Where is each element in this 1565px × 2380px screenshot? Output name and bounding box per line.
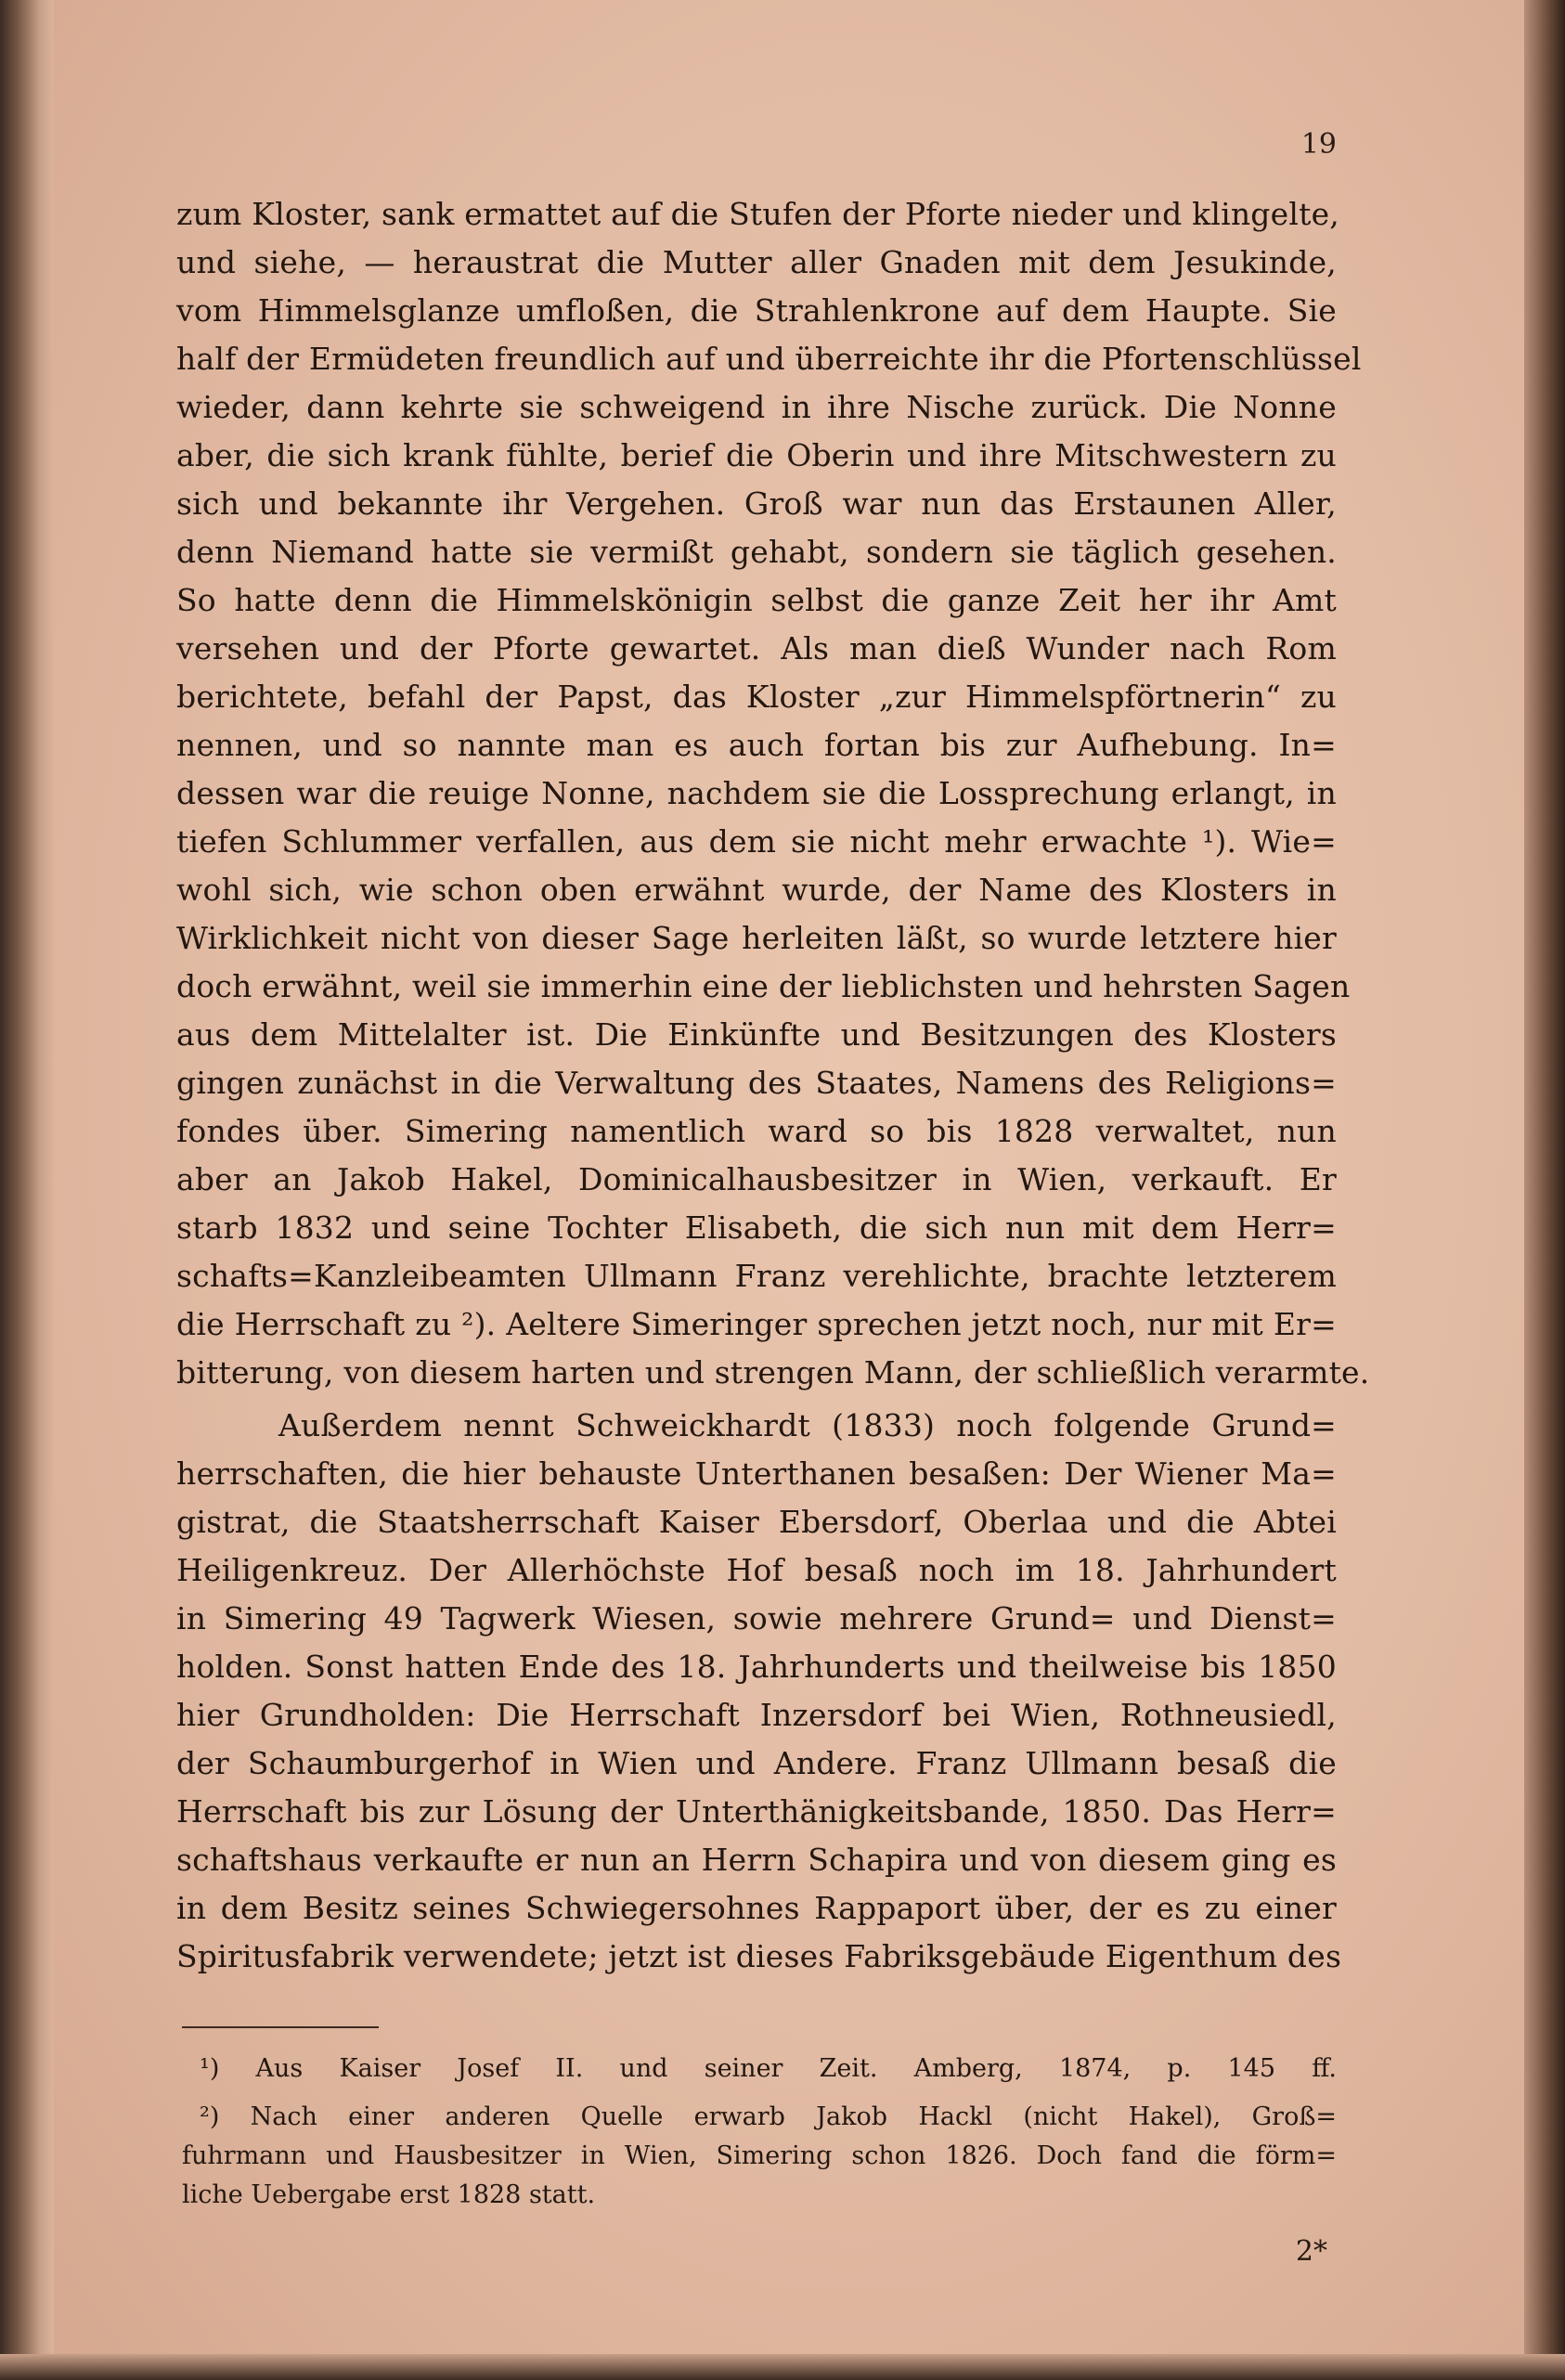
- text-line: gistrat, die Staatsherrschaft Kaiser Ebersdorf, Oberlaa und die Abtei: [176, 1504, 1337, 1540]
- text-line: zum Kloster, sank ermattet auf die Stufen der Pforte nieder und klingelte,: [176, 196, 1339, 232]
- signature-mark: 2*: [1295, 2235, 1327, 2268]
- text-line-paragraph-start: Außerdem nennt Schweickhardt (1833) noch folgende Grund=: [278, 1407, 1337, 1443]
- text-line: half der Ermüdeten freundlich auf und überreichte ihr die Pfortenschlüssel: [176, 341, 1362, 377]
- page-right-edge: [1524, 0, 1565, 2380]
- text-line: schaftshaus verkaufte er nun an Herrn Schapira und von diesem ging es: [176, 1842, 1337, 1878]
- text-line: und siehe, — heraustrat die Mutter aller Gnaden mit dem Jesukinde,: [176, 244, 1337, 280]
- text-line: Wirklichkeit nicht von dieser Sage herleiten läßt, so wurde letztere hier: [176, 920, 1337, 956]
- book-spine: [0, 0, 54, 2380]
- text-line: herrschaften, die hier behauste Unterthanen besaßen: Der Wiener Ma=: [176, 1455, 1337, 1492]
- footnote-2-cont: fuhrmann und Hausbesitzer in Wien, Simering schon 1826. Doch fand die förm=: [182, 2141, 1337, 2170]
- text-line: starb 1832 und seine Tochter Elisabeth, die sich nun mit dem Herr=: [176, 1209, 1337, 1246]
- text-line: der Schaumburgerhof in Wien und Andere. Franz Ullmann besaß die: [176, 1745, 1337, 1781]
- text-line: nennen, und so nannte man es auch fortan bis zur Aufhebung. In=: [176, 727, 1337, 763]
- text-line: bitterung, von diesem harten und strengen Mann, der schließlich verarmte.: [176, 1354, 1370, 1390]
- text-line: fondes über. Simering namentlich ward so bis 1828 verwaltet, nun: [176, 1113, 1337, 1149]
- footnote-1: ¹) Aus Kaiser Josef II. und seiner Zeit. Amberg, 1874, p. 145 ff.: [200, 2054, 1337, 2083]
- footnote-separator: [182, 2026, 379, 2028]
- text-line: aus dem Mittelalter ist. Die Einkünfte und Besitzungen des Klosters: [176, 1016, 1337, 1053]
- text-line: sich und bekannte ihr Vergehen. Groß war nun das Erstaunen Aller,: [176, 485, 1337, 522]
- text-line: denn Niemand hatte sie vermißt gehabt, sondern sie täglich gesehen.: [176, 534, 1337, 570]
- text-line: wohl sich, wie schon oben erwähnt wurde, der Name des Klosters in: [176, 872, 1337, 908]
- text-line: schafts=Kanzleibeamten Ullmann Franz verehlichte, brachte letzterem: [176, 1258, 1337, 1294]
- text-line: versehen und der Pforte gewartet. Als man dieß Wunder nach Rom: [176, 630, 1337, 666]
- text-line: Herrschaft bis zur Lösung der Unterthänigkeitsbande, 1850. Das Herr=: [176, 1793, 1337, 1830]
- text-line: holden. Sonst hatten Ende des 18. Jahrhunderts und theilweise bis 1850: [176, 1649, 1337, 1685]
- text-line: aber, die sich krank fühlte, berief die Oberin und ihre Mitschwestern zu: [176, 437, 1337, 473]
- text-line: in Simering 49 Tagwerk Wiesen, sowie mehrere Grund= und Dienst=: [176, 1600, 1337, 1636]
- text-line: doch erwähnt, weil sie immerhin eine der lieblichsten und hehrsten Sagen: [176, 968, 1351, 1004]
- text-line: hier Grundholden: Die Herrschaft Inzersdorf bei Wien, Rothneusiedl,: [176, 1697, 1337, 1733]
- text-line: aber an Jakob Hakel, Dominicalhausbesitzer in Wien, verkauft. Er: [176, 1161, 1337, 1197]
- text-line: berichtete, befahl der Papst, das Kloster „zur Himmelspförtnerin“ zu: [176, 679, 1337, 715]
- page-number: 19: [1300, 128, 1337, 161]
- text-line: in dem Besitz seines Schwiegersohnes Rappaport über, der es zu einer: [176, 1890, 1337, 1926]
- footnote-2: ²) Nach einer anderen Quelle erwarb Jakob Hackl (nicht Hakel), Groß=: [200, 2102, 1337, 2131]
- text-line: die Herrschaft zu ²). Aeltere Simeringer sprechen jetzt noch, nur mit Er=: [176, 1306, 1337, 1342]
- text-line: Spiritusfabrik verwendete; jetzt ist dieses Fabriksgebäude Eigenthum des: [176, 1938, 1342, 1974]
- page-bottom-edge: [0, 2354, 1565, 2380]
- footnote-2-end: liche Uebergabe erst 1828 statt.: [182, 2180, 596, 2209]
- text-line: Heiligenkreuz. Der Allerhöchste Hof besaß noch im 18. Jahrhundert: [176, 1552, 1337, 1588]
- text-line: wieder, dann kehrte sie schweigend in ihre Nische zurück. Die Nonne: [176, 389, 1337, 425]
- text-line: vom Himmelsglanze umfloßen, die Strahlenkrone auf dem Haupte. Sie: [176, 292, 1337, 329]
- text-line: tiefen Schlummer verfallen, aus dem sie nicht mehr erwachte ¹). Wie=: [176, 823, 1337, 860]
- text-line: gingen zunächst in die Verwaltung des Staates, Namens des Religions=: [176, 1065, 1337, 1101]
- text-line: dessen war die reuige Nonne, nachdem sie die Lossprechung erlangt, in: [176, 775, 1337, 811]
- text-line: So hatte denn die Himmelskönigin selbst die ganze Zeit her ihr Amt: [176, 582, 1337, 618]
